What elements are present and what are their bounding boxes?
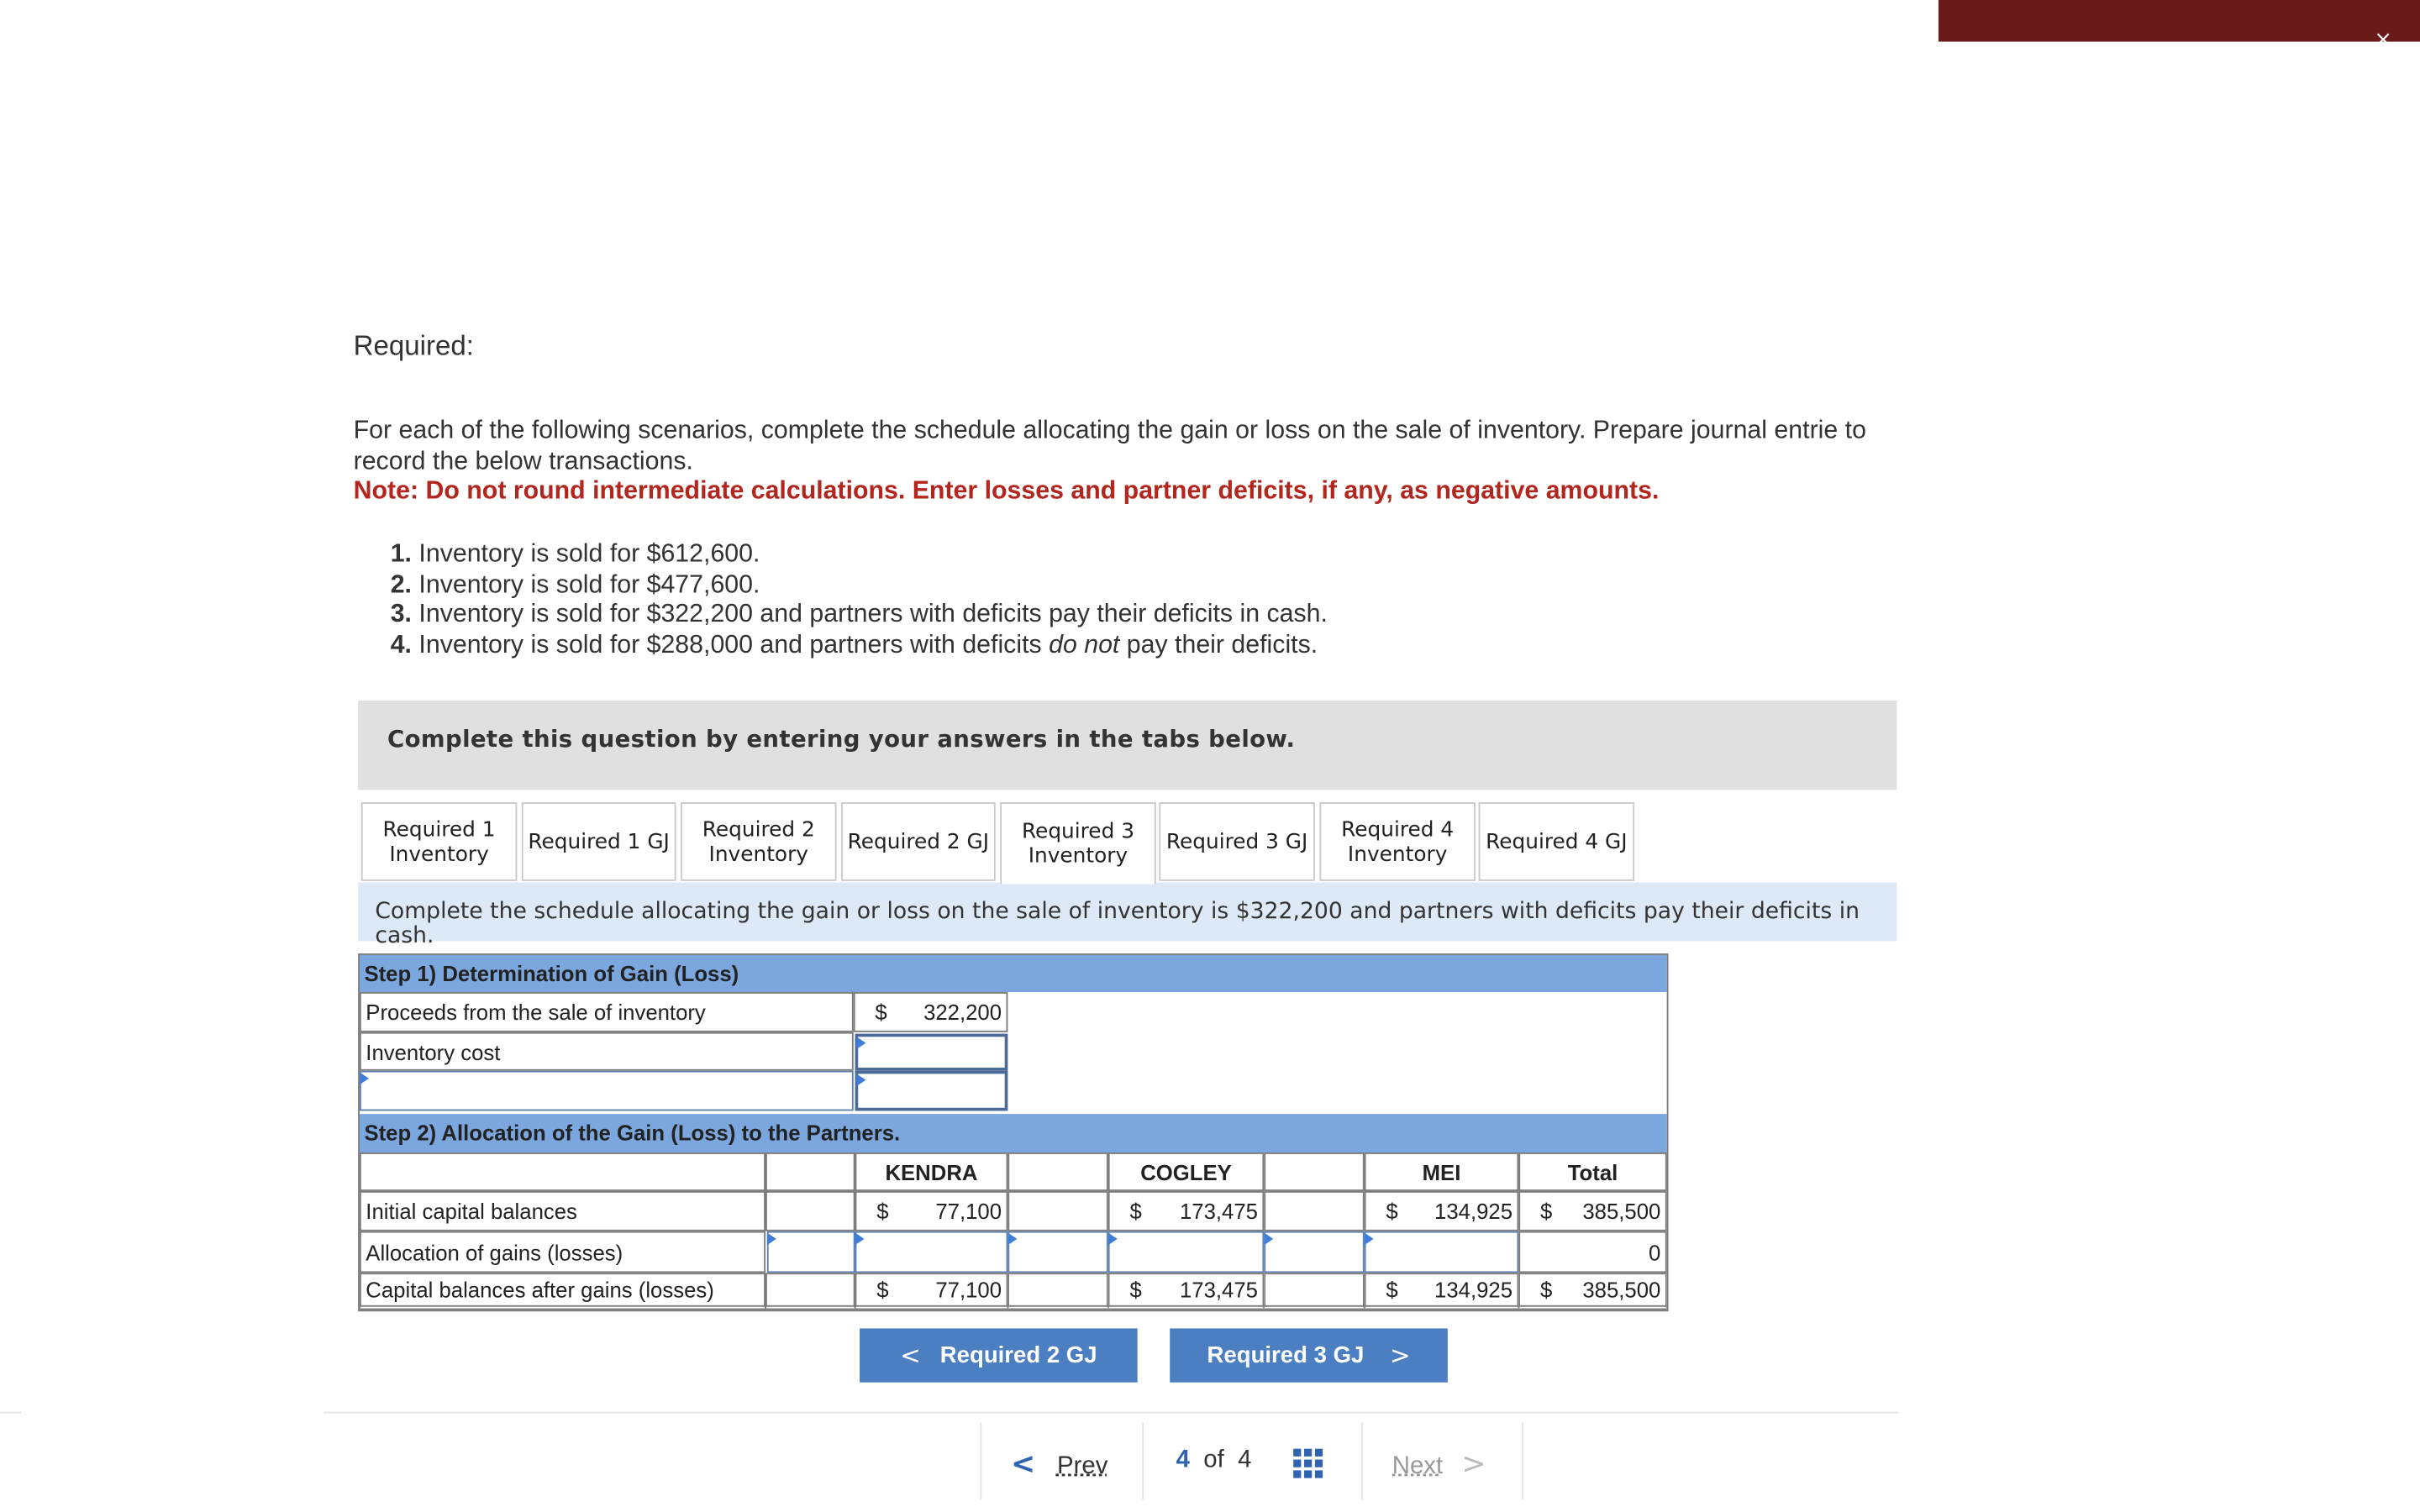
cogley-allocation-input[interactable]	[1108, 1231, 1265, 1273]
mei-header: MEI	[1365, 1152, 1519, 1191]
grid-icon[interactable]	[1293, 1449, 1323, 1478]
grid-dot	[1315, 1449, 1323, 1457]
chevron-left-icon: <	[1011, 1446, 1036, 1482]
tab-required-3-gj[interactable]: Required 3 GJ	[1159, 802, 1315, 881]
blank-cell	[765, 1191, 855, 1231]
chevron-right-icon: >	[1389, 1341, 1411, 1371]
tab-required-4-inventory[interactable]: Required 4 Inventory	[1319, 802, 1476, 881]
divider	[1361, 1422, 1363, 1499]
kendra-initial: $ 77,100	[855, 1191, 1008, 1231]
chevron-left-icon: <	[900, 1341, 921, 1371]
allocation-input[interactable]	[1264, 1231, 1364, 1273]
instruction-text: Complete this question by entering your answers in the tabs below.	[387, 725, 1296, 753]
scenario-item: 4. Inventory is sold for $288,000 and partners with deficits do not pay their deficits.	[390, 630, 1318, 659]
kendra-header: KENDRA	[855, 1152, 1008, 1191]
tab-instruction: Complete the schedule allocating the gain or loss on the sale of inventory is $322,200 and partners with deficits pay their deficits in cash.	[358, 883, 1897, 942]
divider	[0, 1412, 22, 1414]
blank-cell	[765, 1273, 855, 1310]
scenario-item: 2. Inventory is sold for $477,600.	[390, 570, 760, 598]
prev-required-button[interactable]: < Required 2 GJ	[860, 1328, 1138, 1382]
divider	[1142, 1422, 1144, 1499]
blank-cell	[1264, 1191, 1364, 1231]
blank-cell	[1264, 1273, 1364, 1310]
kendra-allocation-input[interactable]	[855, 1231, 1008, 1273]
grid-dot	[1293, 1470, 1301, 1478]
intro-text: For each of the following scenarios, complete the schedule allocating the gain or loss on the sale of inventory. Prepare journal entrie to record the below transactions.	[353, 416, 1866, 475]
grid-dot	[1304, 1470, 1312, 1478]
blank-cell	[1007, 1273, 1107, 1310]
blank-header-cell	[1007, 1152, 1107, 1191]
blank-header-cell	[1264, 1152, 1364, 1191]
proceeds-value-cell: $ 322,200	[854, 992, 1008, 1032]
total-header: Total	[1518, 1152, 1666, 1191]
initial-capital-label: Initial capital balances	[360, 1191, 765, 1231]
close-icon[interactable]: ×	[2374, 28, 2392, 53]
prev-page-button[interactable]: < Prev	[1011, 1446, 1108, 1482]
capital-after-label: Capital balances after gains (losses)	[360, 1273, 765, 1310]
page-indicator: 4 of 4	[1176, 1446, 1252, 1474]
blank-cell	[1007, 1191, 1107, 1231]
tab-required-2-gj[interactable]: Required 2 GJ	[841, 802, 996, 881]
grid-dot	[1293, 1460, 1301, 1467]
grid-dot	[1304, 1460, 1312, 1467]
allocation-label: Allocation of gains (losses)	[360, 1231, 765, 1273]
total-allocation: 0	[1518, 1231, 1666, 1273]
tab-required-1-inventory[interactable]: Required 1 Inventory	[361, 802, 518, 881]
cogley-after: $ 173,475	[1108, 1273, 1265, 1310]
required-heading: Required:	[353, 330, 474, 361]
mei-allocation-input[interactable]	[1365, 1231, 1519, 1273]
next-page-button[interactable]: Next >	[1392, 1446, 1486, 1482]
mei-after: $ 134,925	[1365, 1273, 1519, 1310]
gain-loss-label-input[interactable]	[360, 1071, 854, 1111]
kendra-after: $ 77,100	[855, 1273, 1008, 1310]
chevron-right-icon: >	[1461, 1446, 1486, 1482]
cogley-header: COGLEY	[1108, 1152, 1265, 1191]
cogley-initial: $ 173,475	[1108, 1191, 1265, 1231]
next-required-button[interactable]: Required 3 GJ >	[1170, 1328, 1448, 1382]
grid-dot	[1304, 1449, 1312, 1457]
allocation-schedule	[358, 953, 1668, 1311]
blank-header-cell	[360, 1152, 765, 1191]
intro	[354, 417, 1899, 507]
top-bar	[1939, 0, 2420, 53]
tab-required-1-gj[interactable]: Required 1 GJ	[522, 802, 676, 881]
grid-dot	[1293, 1449, 1301, 1457]
divider	[324, 1412, 1898, 1414]
proceeds-value: 322,200	[923, 1000, 1002, 1025]
divider	[1522, 1422, 1523, 1499]
total-initial: $ 385,500	[1518, 1191, 1666, 1231]
grid-dot	[1315, 1460, 1323, 1467]
step1-header: Step 1) Determination of Gain (Loss)	[360, 955, 1667, 992]
scenario-list	[391, 540, 1328, 661]
inventory-cost-input[interactable]	[855, 1034, 1008, 1071]
tab-required-3-inventory[interactable]: Required 3 Inventory	[1000, 802, 1156, 884]
instruction-box	[358, 701, 1897, 790]
proceeds-label: Proceeds from the sale of inventory	[360, 992, 854, 1032]
grid-dot	[1315, 1470, 1323, 1478]
divider	[980, 1422, 981, 1499]
scenario-item: 1. Inventory is sold for $612,600.	[390, 539, 760, 568]
intro-note: Note: Do not round intermediate calculations. Enter losses and partner deficits, if any, as negative amounts.	[353, 476, 1660, 505]
total-after: $ 385,500	[1518, 1273, 1666, 1310]
step2-header: Step 2) Allocation of the Gain (Loss) to the Partners.	[360, 1114, 1667, 1152]
gain-loss-amount-input[interactable]	[855, 1071, 1008, 1111]
mei-initial: $ 134,925	[1365, 1191, 1519, 1231]
inventory-cost-label: Inventory cost	[360, 1032, 854, 1071]
blank-header-cell	[765, 1152, 855, 1191]
tab-required-4-gj[interactable]: Required 4 GJ	[1479, 802, 1635, 881]
allocation-input[interactable]	[1007, 1231, 1107, 1273]
allocation-input[interactable]	[767, 1231, 855, 1273]
tab-required-2-inventory[interactable]: Required 2 Inventory	[681, 802, 837, 881]
scenario-item: 3. Inventory is sold for $322,200 and partners with deficits pay their deficits in cash.	[390, 600, 1328, 628]
